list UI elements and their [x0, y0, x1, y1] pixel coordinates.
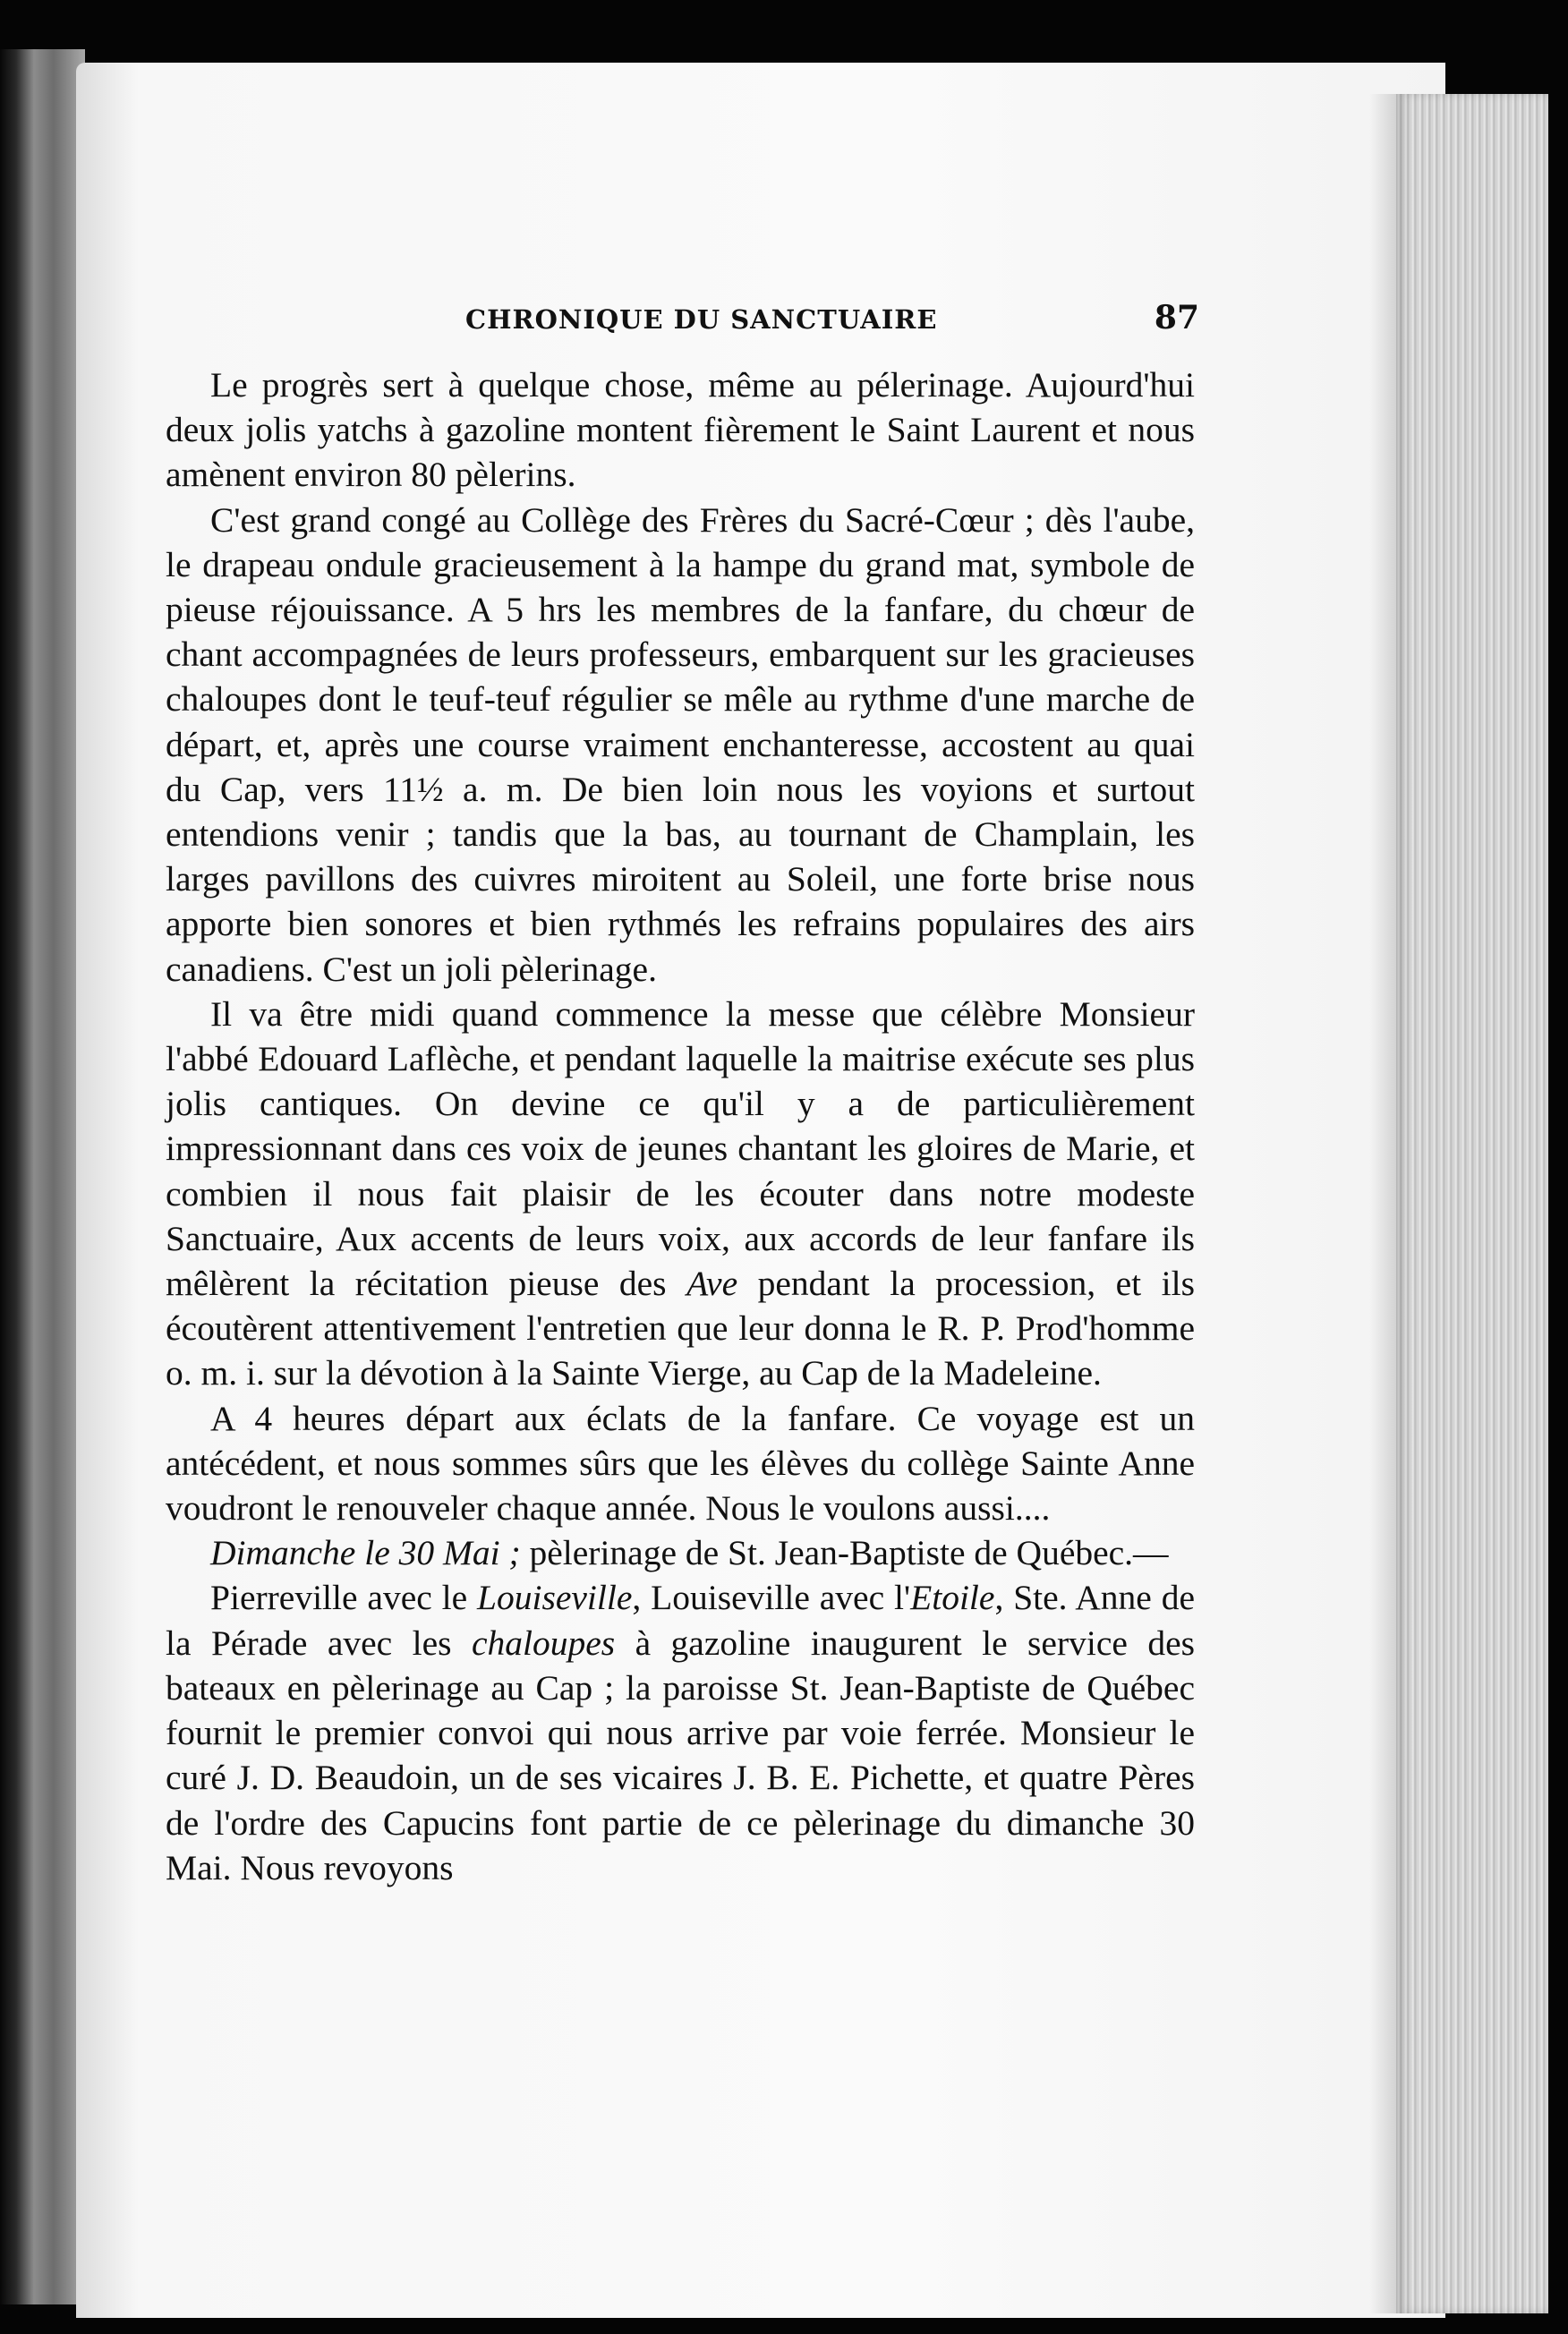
italic-text: chaloupes: [471, 1623, 616, 1663]
italic-text: Ave: [686, 1264, 738, 1304]
paragraph: [166, 992, 1195, 1396]
paragraph-text: Il va être midi quand commence la messe que célèbre Monsieur l'abbé Edouard Laflèche, et pendant laquelle la maitrise exécute ses plus jolis cantiques. On devine ce qu'il y a de particulièrement impressionnant dans ces voix de jeunes chantant les gloires de Marie, et combien il nous fait plaisir de les écouter dans notre modeste Sanctuaire, Aux accents de leurs voix, aux accords de leur fanfare ils mêlèrent la récitation pieuse des: [166, 993, 1195, 1304]
body-text: [166, 362, 1195, 1890]
paragraph-text: Pierreville avec le: [210, 1578, 478, 1618]
boat-name: Louiseville: [477, 1578, 633, 1618]
paragraph: [166, 1396, 1195, 1531]
paragraph: [166, 1575, 1195, 1889]
paragraph-text: A 4 heures départ aux éclats de la fanfare. Ce voyage est un antécédent, et nous sommes sûrs que les élèves du collège Sainte Anne voudront le renouveler chaque année. Nous le voulons aussi....: [166, 1398, 1195, 1529]
paragraph-text: C'est grand congé au Collège des Frères du Sacré-Cœur ; dès l'aube, le drapeau ondule gracieusement à la hampe du grand mat, symbole de pieuse réjouissance. A 5 hrs les membres de la fanfare, du chœur de chant accompagnées de leurs professeurs, embarquent sur les gracieuses chaloupes dont le teuf-teuf régulier se mêle au rythme d'une marche de départ, et, après une course vraiment enchanteresse, accostent au quai du Cap, vers 11½ a. m. De bien loin nous les voyions et surtout entendions venir ; tandis que la bas, au tournant de Champlain, les larges pavillons des cuivres miroitent au Soleil, une forte brise nous apporte bien sonores et bien rythmés les refrains populaires des airs canadiens. C'est un joli pèlerinage.: [166, 499, 1195, 989]
paragraph-text: pendant la procession, et ils écoutèrent attentivement l'entretien que leur donna le R. P. Prod'homme o. m. i. sur la dévotion à la Sainte Vierge, au Cap de la Madeleine.: [166, 1264, 1195, 1393]
paragraph-text: Le progrès sert à quelque chose, même au pélerinage. Aujourd'hui deux jolis yatchs à gazoline montent fièrement le Saint Laurent et nous amènent environ 80 pèlerins.: [166, 365, 1195, 495]
paragraph-text: pèlerinage de St. Jean-Baptiste de Québec.—: [520, 1533, 1169, 1573]
running-head: CHRONIQUE DU SANCTUAIRE: [465, 304, 938, 335]
paragraph: [166, 362, 1195, 498]
paragraph-text: , Ste. Anne de la Pérade avec les: [166, 1578, 1195, 1663]
page-header: [170, 299, 1199, 358]
paragraph: [166, 498, 1195, 992]
date-heading: Dimanche le 30 Mai ;: [210, 1533, 521, 1573]
page-stack-edge: [1396, 94, 1548, 2313]
paragraph: [166, 1530, 1195, 1575]
book-binding-edge: [0, 49, 85, 2304]
page-number: 87: [1154, 299, 1199, 336]
paragraph-text: à gazoline inaugurent le service des bateaux en pèlerinage au Cap ; la paroisse St. Jean-Baptiste de Québec fournit le premier convoi qui nous arrive par voie ferrée. Monsieur le curé J. D. Beaudoin, un de ses vicaires J. B. E. Pichette, et quatre Pères de l'ordre des Capucins font partie de ce pèlerinage du dimanche 30 Mai. Nous revoyons: [166, 1623, 1195, 1887]
paragraph-text: , Louiseville avec l': [632, 1578, 911, 1618]
boat-name: Etoile: [910, 1578, 995, 1618]
